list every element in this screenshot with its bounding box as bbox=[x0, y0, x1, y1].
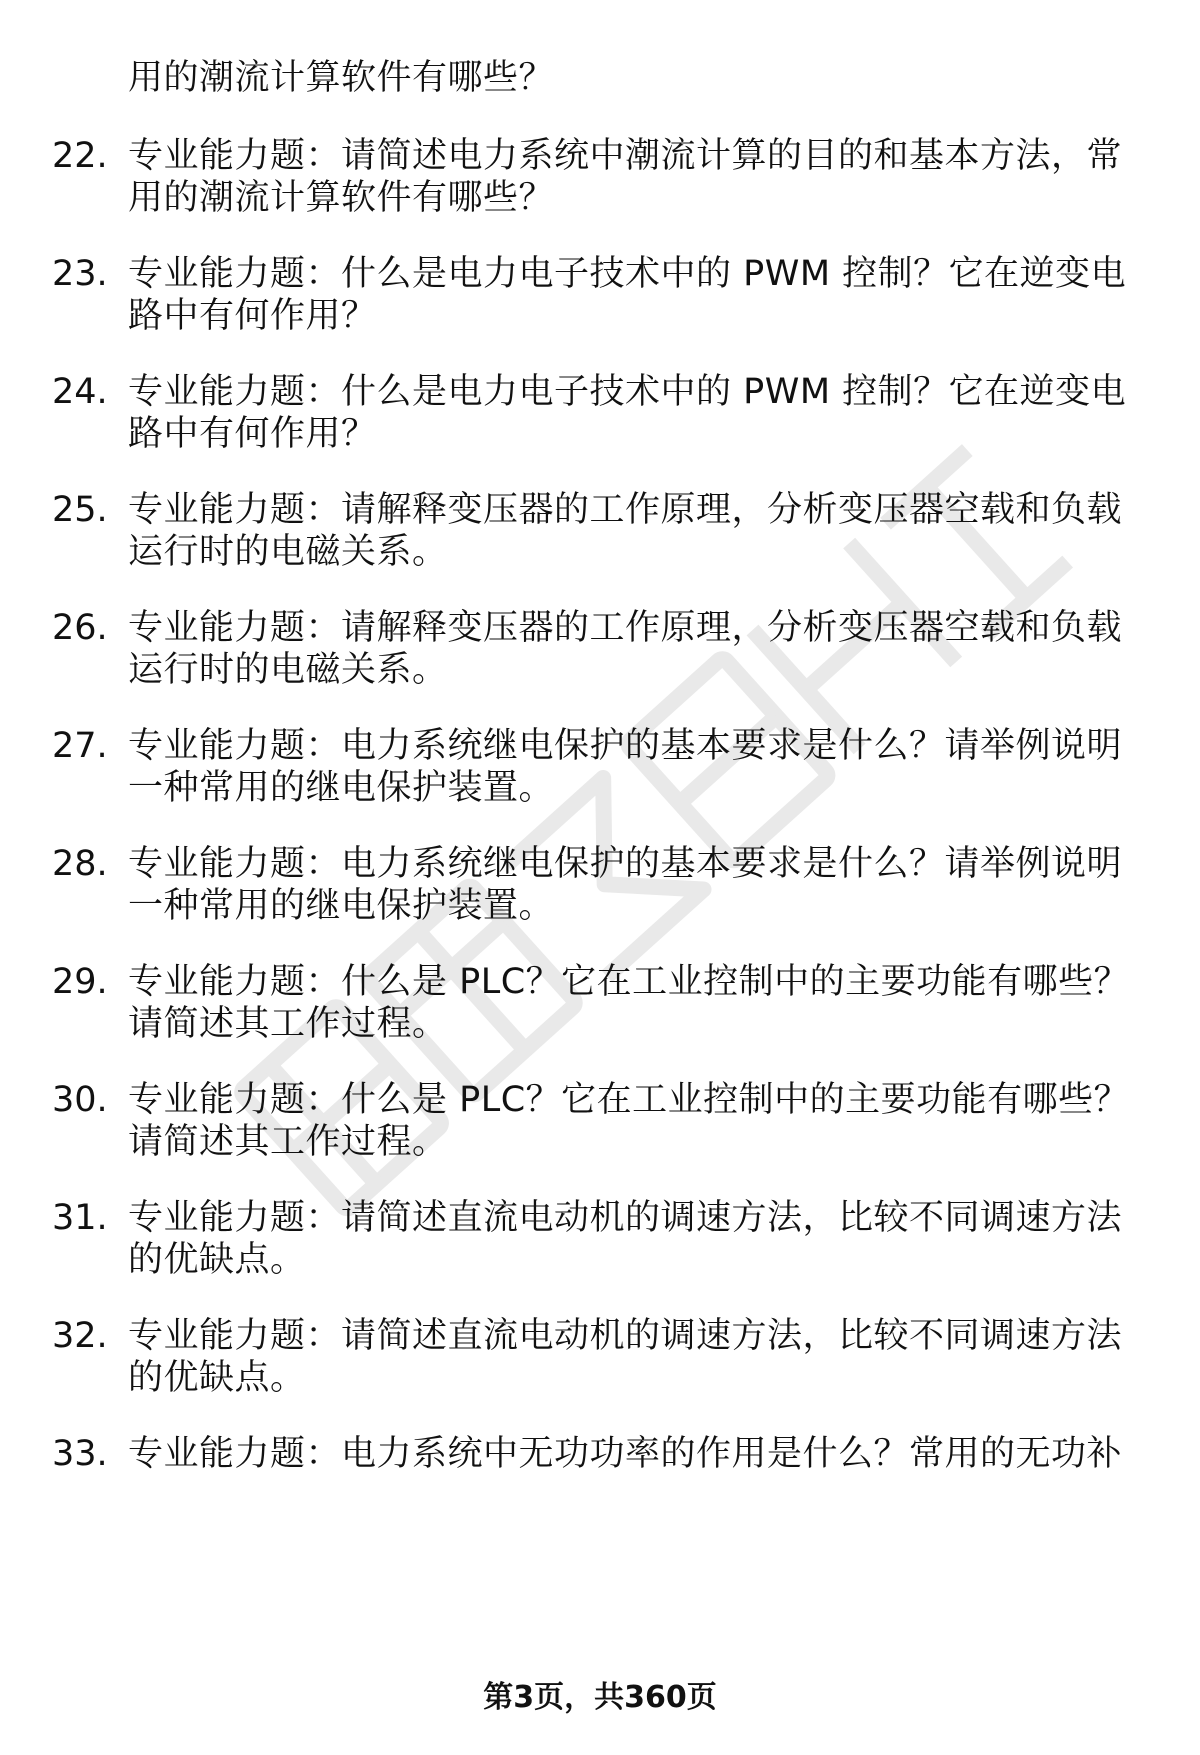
question-number: 33. bbox=[52, 1434, 108, 1474]
question-text: 专业能力题：请解释变压器的工作原理，分析变压器空载和负载 bbox=[128, 608, 1123, 648]
question-text-continued: 用的潮流计算软件有哪些？ bbox=[128, 178, 555, 218]
question-number: 30. bbox=[52, 1080, 108, 1120]
question-text-continued: 的优缺点。 bbox=[128, 1358, 306, 1398]
question-number: 27. bbox=[52, 726, 108, 766]
question-text: 专业能力题：什么是 PLC？它在工业控制中的主要功能有哪些？ bbox=[128, 1080, 1130, 1120]
question-text: 专业能力题：电力系统中无功功率的作用是什么？常用的无功补 bbox=[128, 1434, 1123, 1474]
question-text: 专业能力题：请解释变压器的工作原理，分析变压器空载和负载 bbox=[128, 490, 1123, 530]
question-number: 29. bbox=[52, 962, 108, 1002]
question-text: 专业能力题：什么是电力电子技术中的 PWM 控制？它在逆变电 bbox=[128, 372, 1127, 412]
question-text: 专业能力题：请简述直流电动机的调速方法，比较不同调速方法 bbox=[128, 1316, 1123, 1356]
question-text: 专业能力题：请简述电力系统中潮流计算的目的和基本方法，常 bbox=[128, 136, 1123, 176]
question-number: 32. bbox=[52, 1316, 108, 1356]
question-number: 23. bbox=[52, 254, 108, 294]
page-footer: 第3页，共360页 bbox=[483, 1680, 717, 1715]
question-text-continued: 的优缺点。 bbox=[128, 1240, 306, 1280]
question-text-continued: 运行时的电磁关系。 bbox=[128, 532, 448, 572]
question-number: 25. bbox=[52, 490, 108, 530]
question-number: 31. bbox=[52, 1198, 108, 1238]
question-text: 专业能力题：电力系统继电保护的基本要求是什么？请举例说明 bbox=[128, 844, 1123, 884]
question-text-continued: 请简述其工作过程。 bbox=[128, 1004, 448, 1044]
question-text-continued: 一种常用的继电保护装置。 bbox=[128, 886, 555, 926]
question-number: 24. bbox=[52, 372, 108, 412]
question-text: 专业能力题：什么是电力电子技术中的 PWM 控制？它在逆变电 bbox=[128, 254, 1127, 294]
question-text-continued: 用的潮流计算软件有哪些？ bbox=[128, 58, 555, 98]
question-number: 22. bbox=[52, 136, 108, 176]
question-text-continued: 一种常用的继电保护装置。 bbox=[128, 768, 555, 808]
question-text-continued: 运行时的电磁关系。 bbox=[128, 650, 448, 690]
question-text-continued: 路中有何作用？ bbox=[128, 414, 377, 454]
question-number: 26. bbox=[52, 608, 108, 648]
question-text: 专业能力题：请简述直流电动机的调速方法，比较不同调速方法 bbox=[128, 1198, 1123, 1238]
question-text: 专业能力题：电力系统继电保护的基本要求是什么？请举例说明 bbox=[128, 726, 1123, 766]
question-text-continued: 请简述其工作过程。 bbox=[128, 1122, 448, 1162]
question-text: 专业能力题：什么是 PLC？它在工业控制中的主要功能有哪些？ bbox=[128, 962, 1130, 1002]
question-number: 28. bbox=[52, 844, 108, 884]
question-text-continued: 路中有何作用？ bbox=[128, 296, 377, 336]
